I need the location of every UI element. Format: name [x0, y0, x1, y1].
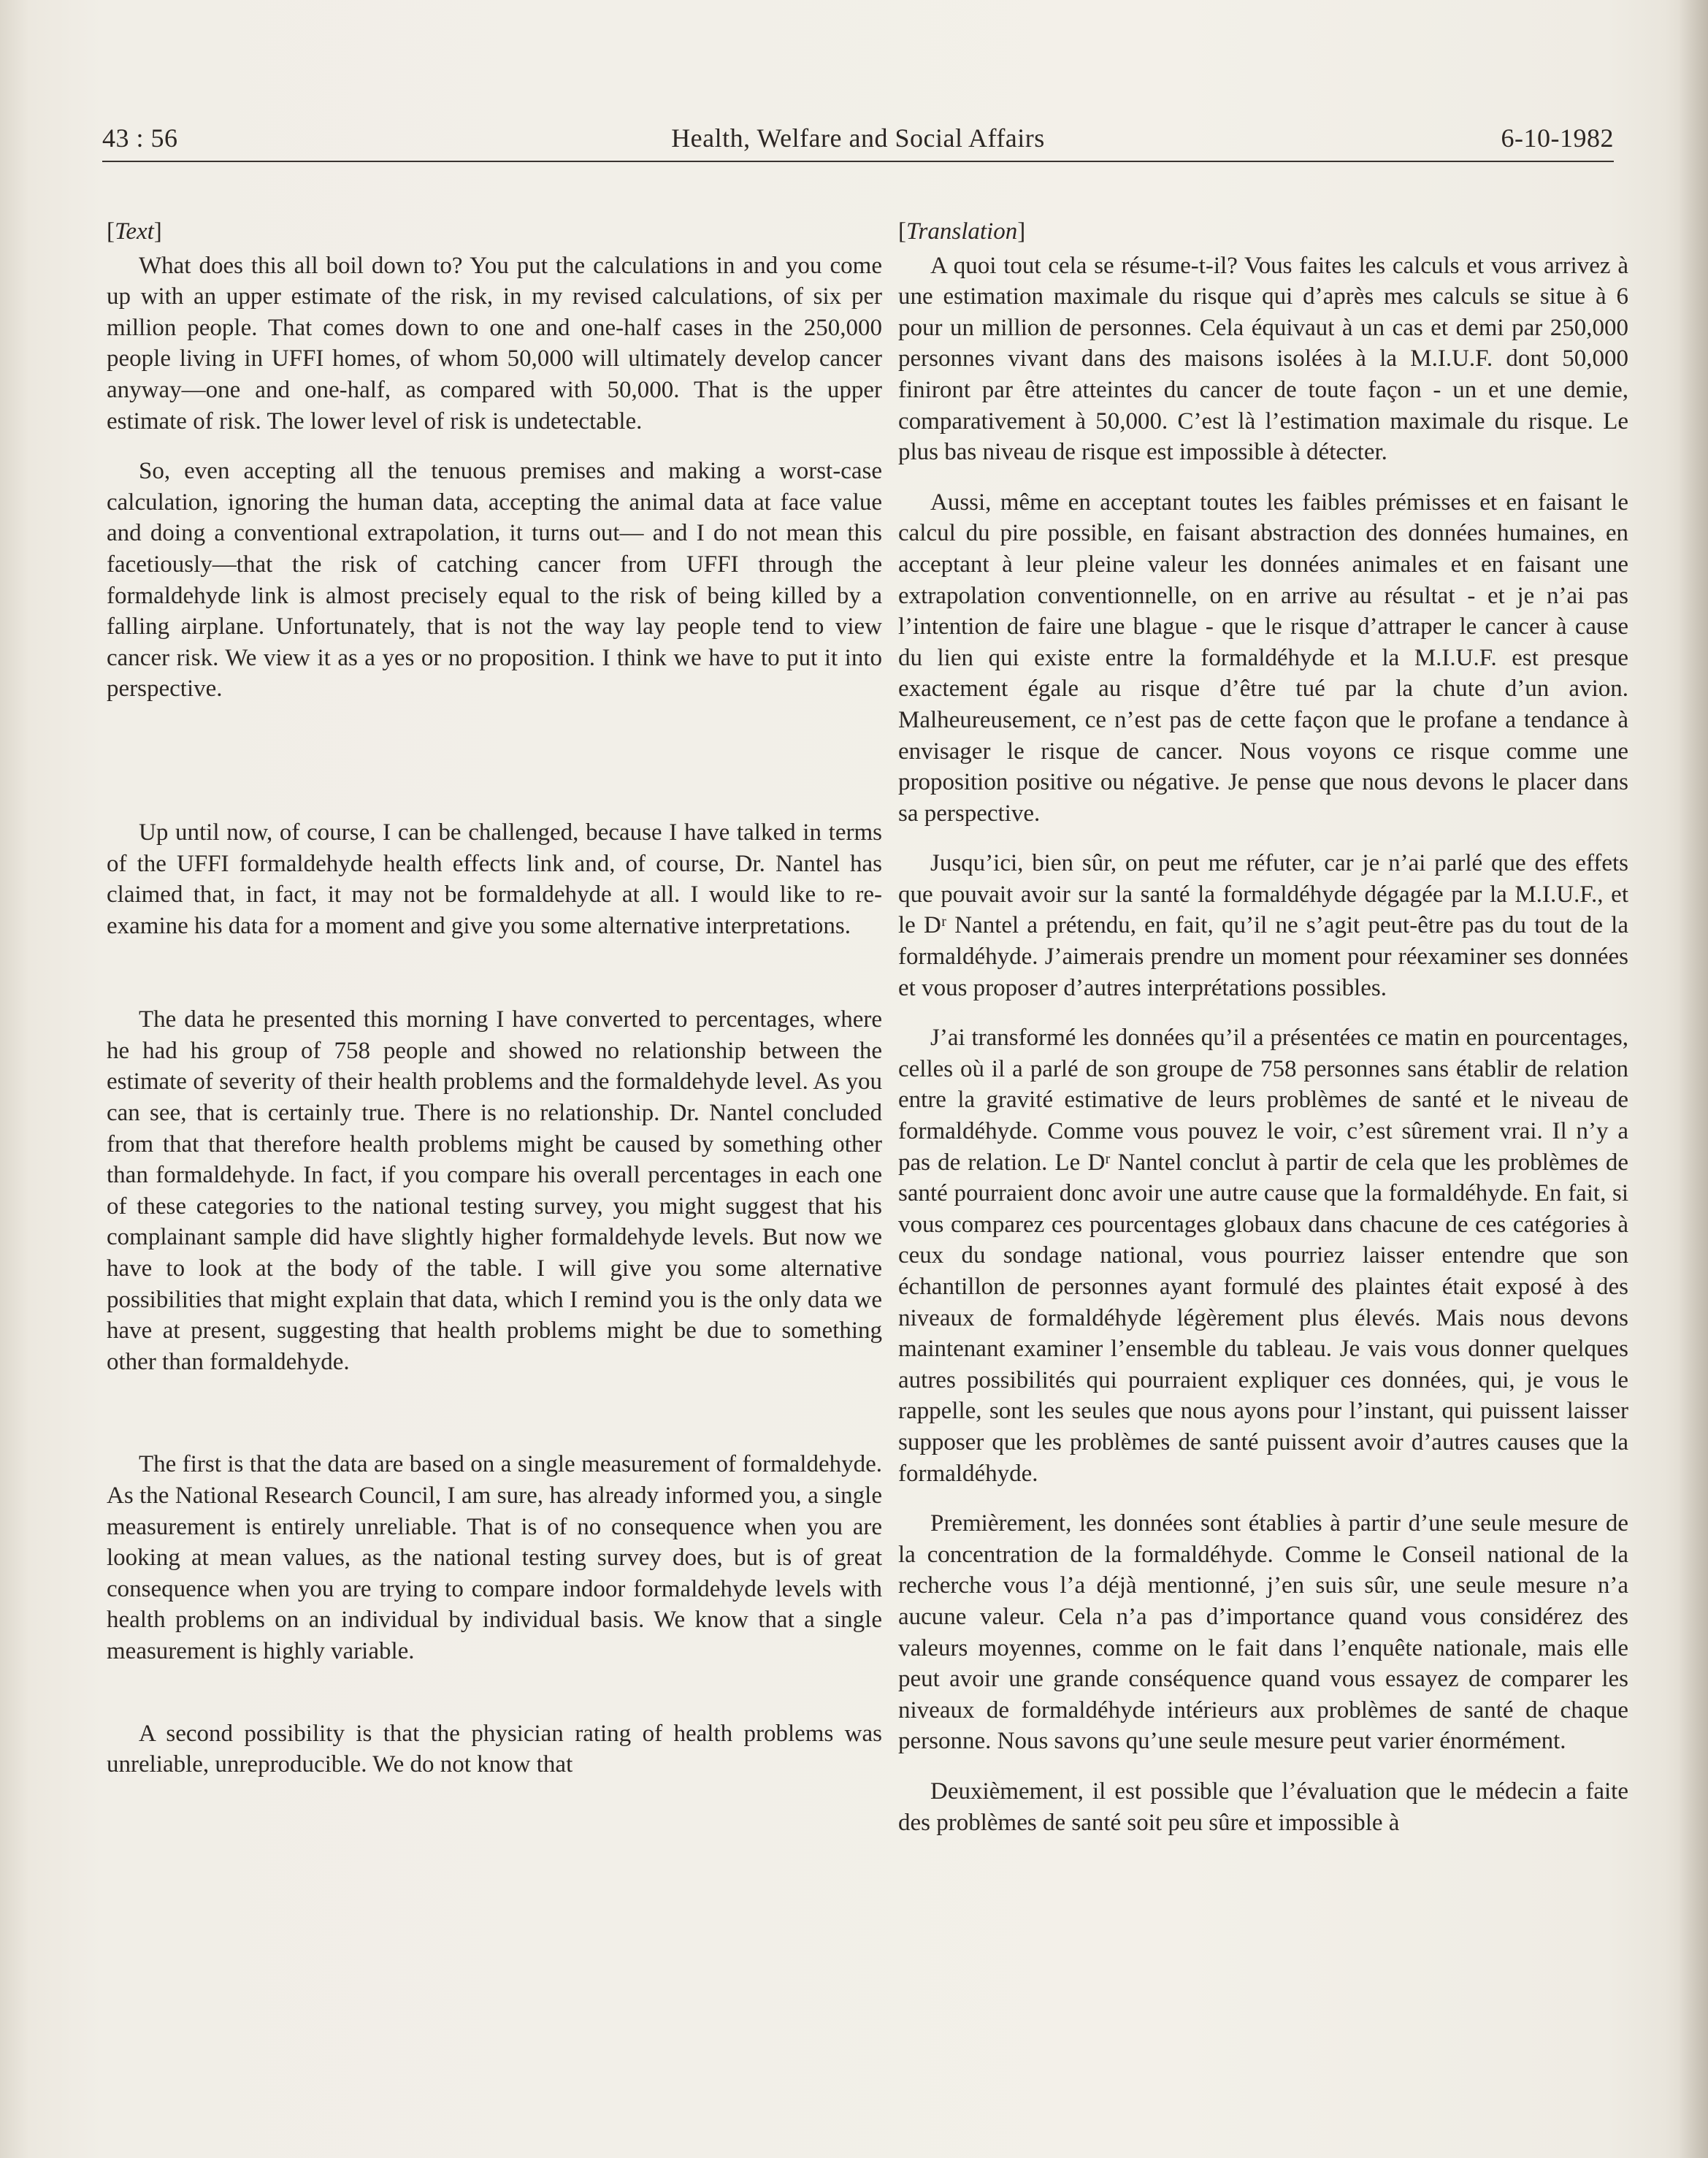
paragraph-fr-5: Premièrement, les données sont établies à partir d’une seule mesure de la concentration de la formaldéhyde. Comme le Conseil national de la recherche vous l’a déjà mentionné, j’en suis sûr, une seule mesure n’a aucune valeur. Cela n’a pas d’importance quand vous considérez des valeurs moyennes, comme on le fait dans l’enquête nationale, mais elle peut avoir une grande conséquence quand vous essayez de comparer les niveaux de formaldéhyde intérieurs aux problèmes de santé de chaque personne. Nous savons qu’une seule mesure peut varier énormément.	[898, 1510, 1628, 1755]
header-date: 6-10-1982	[1501, 123, 1614, 153]
running-header	[102, 123, 1614, 167]
paragraph-en-3: Up until now, of course, I can be challenged, because I have talked in terms of the UFFI formaldehyde health effects link and, of course, Dr. Nantel has claimed that, in fact, it may not be formaldehyde at all. I would like to re-examine his data for a moment and give you some alternative interpretations.	[107, 819, 882, 939]
paragraph-en-6: A second possibility is that the physician rating of health problems was unreliable, unreproducible. We do not know that	[107, 1720, 882, 1778]
paragraph-fr-1: A quoi tout cela se résume-t-il? Vous faites les calculs et vous arrivez à une estimation maximale du risque qui d’après mes calculs se situe à 6 pour un million de personnes. Cela équivaut à un cas et demi par 250,000 personnes vivant dans des maisons isolées à la M.I.U.F. dont 50,000 finiront par être atteintes du cancer de toute façon - un et une demie, comparativement à 50,000. C’est là l’estimation maximale du risque. Le plus bas niveau de risque est impossible à détecter.	[898, 252, 1628, 466]
paragraph-en-2: So, even accepting all the tenuous premises and making a worst-case calculation, ignoring the human data, accepting the animal data at face value and doing a conventional extrapolation, it turns out— and I do not mean this facetiously—that the risk of catching cancer from UFFI through the formaldehyde link is almost precisely equal to the risk of being killed by a falling airplane. Unfortunately, that is not the way lay people tend to view cancer risk. We view it as a yes or no proposition. I think we have to put it into perspective.	[107, 458, 882, 703]
paragraph-en-1: What does this all boil down to? You put the calculations in and you come up with an upper estimate of the risk, in my revised calculations, of six per million people. That comes down to one and one-half cases in the 250,000 people living in UFFI homes, of whom 50,000 will ultimately develop cancer anyway—one and one-half, as compared with 50,000. That is the upper estimate of risk. The lower level of risk is undetectable.	[107, 252, 882, 435]
paragraph-fr-6: Deuxièmement, il est possible que l’évaluation que le médecin a faite des problèmes de santé soit peu sûre et impossible à	[898, 1778, 1628, 1836]
paragraph-fr-2: Aussi, même en acceptant toutes les faibles prémisses et en faisant le calcul du pire possible, en faisant abstraction des données humaines, en acceptant à leur pleine valeur les données animales et en faisant une extrapolation conventionnelle, on en arrive au résultat - et je n’ai pas l’intention de faire une blague - que le risque d’attraper le cancer à cause du lien qui existe entre la formaldéhyde et la M.I.U.F. est presque exactement égale au risque d’être tué par la chute d’un avion. Malheureusement, ce n’est pas de cette façon que le profane a tendance à envisager le risque de cancer. Nous voyons ce risque comme une proposition positive ou négative. Je pense que nous devons le placer dans sa perspective.	[898, 489, 1628, 827]
column-label-translation: [Translation]	[898, 218, 1026, 245]
column-label-text: [Text]	[107, 218, 162, 245]
paragraph-en-5: The first is that the data are based on a single measurement of formaldehyde. As the National Research Council, I am sure, has already informed you, a single measurement is entirely unreliable. That is of no consequence when you are looking at mean values, as the national testing survey does, but is of great consequence when you are trying to compare indoor formaldehyde levels with health problems on an individual by individual basis. We know that a single measurement is highly variable.	[107, 1451, 882, 1664]
paragraph-fr-4: J’ai transformé les données qu’il a présentées ce matin en pourcentages, celles où il a parlé de son groupe de 758 personnes sans établir de relation entre la gravité estimative de leurs problèmes de santé et le niveau de formaldéhyde. Comme vous pouvez le voir, c’est sûrement vrai. Il n’y a pas de relation. Le Dʳ Nantel conclut à partir de cela que les problèmes de santé pourraient donc avoir une autre cause que la formaldéhyde. En fait, si vous comparez ces pourcentages globaux dans chacune de ces catégories à ceux du sondage national, vous pourriez laisser entendre que son échantillon de personnes ayant formulé des plaintes était exposé à des niveaux de formaldéhyde légèrement plus élevés. Mais nous devons maintenant examiner l’ensemble du tableau. Je vais vous donner quelques autres possibilités qui pourraient expliquer ces données, qui, je vous le rappelle, sont les seules que nous ayons pour l’instant, qui puissent laisser supposer que les problèmes de santé puissent avoir d’autres causes que la formaldéhyde.	[898, 1025, 1628, 1487]
page-number: 43 : 56	[102, 123, 178, 153]
paragraph-fr-3: Jusqu’ici, bien sûr, on peut me réfuter, car je n’ai parlé que des effets que pouvait avoir sur la santé la formaldéhyde dégagée par la M.I.U.F., et le Dʳ Nantel a prétendu, en fait, qu’il ne s’agit peut-être pas du tout de la formaldéhyde. J’aimerais prendre un moment pour réexaminer ses données et vous proposer d’autres interprétations possibles.	[898, 850, 1628, 1001]
header-title: Health, Welfare and Social Affairs	[671, 123, 1045, 153]
text-column-english	[107, 216, 882, 1799]
header-rule	[102, 161, 1614, 162]
translation-column-french	[898, 216, 1628, 1857]
page-edge-shadow	[1679, 0, 1708, 2158]
paragraph-en-4: The data he presented this morning I have converted to percentages, where he had his group of 758 people and showed no relationship between the estimate of severity of their health problems and the formaldehyde level. As you can see, that is certainly true. There is no relationship. Dr. Nantel concluded from that that therefore health problems might be caused by something other than formaldehyde. In fact, if you compare his overall percentages in each one of these categories to the national testing survey, you might suggest that his complainant sample did have slightly higher formaldehyde levels. But now we have to look at the body of the table. I will give you some alternative possibilities that might explain that data, which I remind you is the only data we have at present, suggesting that health problems might be due to something other than formaldehyde.	[107, 1006, 882, 1375]
